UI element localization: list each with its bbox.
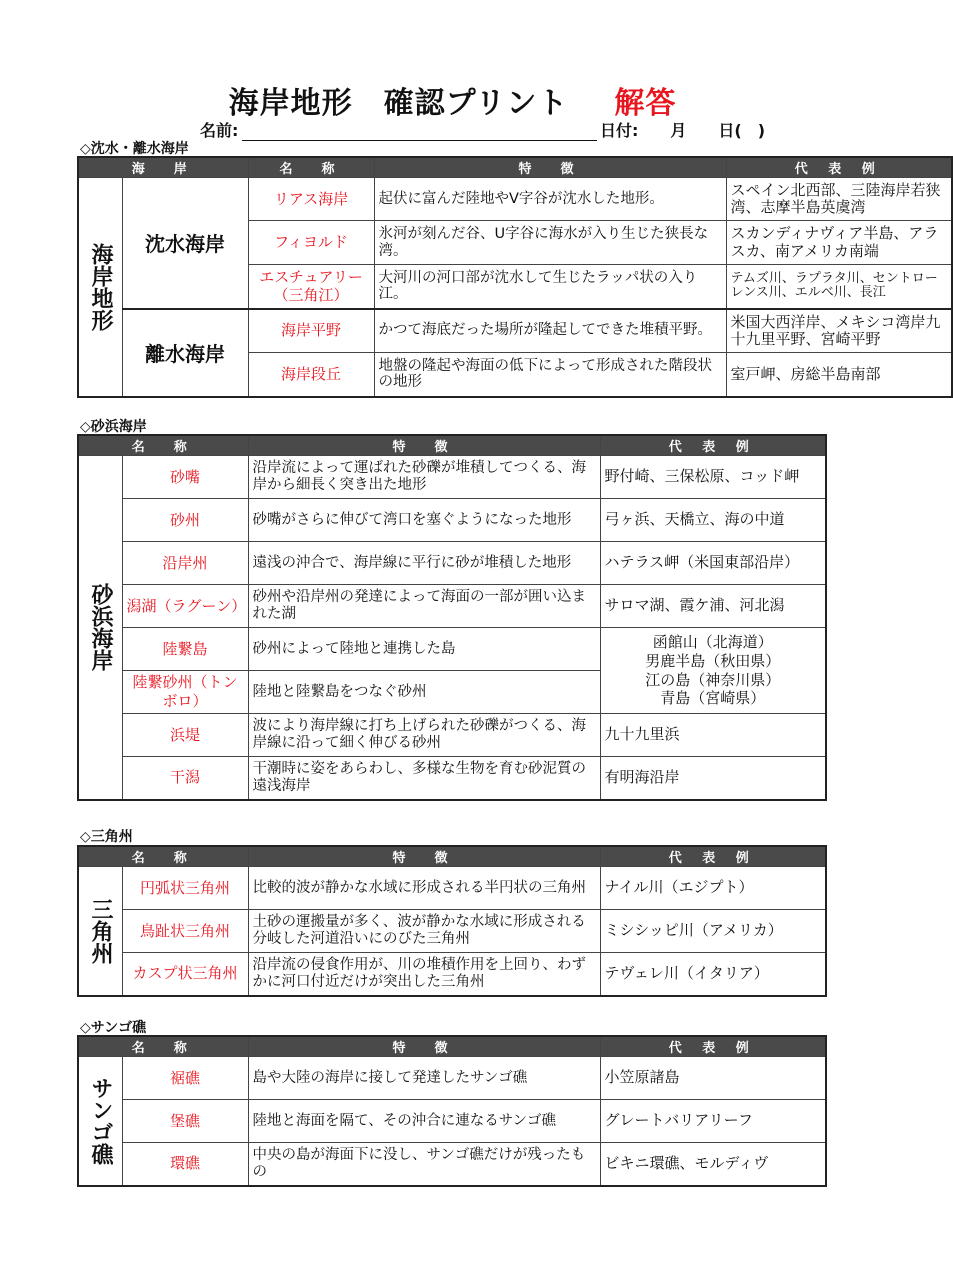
example-line: 江の島（神奈川県） <box>645 670 781 689</box>
term-example: 弓ヶ浜、天橋立、海の中道 <box>600 499 826 542</box>
term-feature: 大河川の河口部が沈水して生じたラッパ状の入り江。 <box>374 265 726 309</box>
term-example: スペイン北西部、三陸海岸若狭湾、志摩半島英虞湾 <box>726 178 952 221</box>
header-cell: 名 称 <box>78 1036 248 1057</box>
name-underline <box>242 123 597 141</box>
term-example: ナイル川（エジプト） <box>600 867 826 910</box>
emerging-shore-label: 離水海岸 <box>122 309 248 397</box>
header-cell: 特 徴 <box>374 157 726 178</box>
term-feature: 波により海岸線に打ち上げられた砂礫がつくる、海岸線に沿って細く伸びる砂州 <box>248 714 600 757</box>
table-sinking <box>77 156 953 398</box>
term-example: 米国大西洋岸、メキシコ湾岸九十九里平野、宮崎平野 <box>726 309 952 353</box>
term-example: 小笠原諸島 <box>600 1057 826 1100</box>
header-cell: 代 表 例 <box>600 846 826 867</box>
term-feature: 島や大陸の海岸に接して発達したサンゴ礁 <box>248 1057 600 1100</box>
term-name: 砂州 <box>122 499 248 542</box>
term-feature: 砂州や沿岸州の発達によって海面の一部が囲い込まれた湖 <box>248 585 600 628</box>
header-cell: 名 称 <box>78 846 248 867</box>
term-name: リアス海岸 <box>248 178 374 221</box>
section-title-sandy: ◇砂浜海岸 <box>80 419 147 435</box>
term-name: 堡礁 <box>122 1100 248 1143</box>
term-example: 室戸岬、房総半島南部 <box>726 353 952 397</box>
term-feature: 陸地と陸繋島をつなぐ砂州 <box>248 671 600 714</box>
term-example: 九十九里浜 <box>600 714 826 757</box>
term-name: 砂嘴 <box>122 456 248 499</box>
term-feature: 陸地と海面を隔て、その沖合に連なるサンゴ礁 <box>248 1100 600 1143</box>
table-sandy <box>77 434 827 801</box>
term-feature: 氷河が刻んだ谷、U字谷に海水が入り生じた狭長な湾。 <box>374 221 726 265</box>
term-feature: 砂州によって陸地と連携した島 <box>248 628 600 671</box>
term-feature: 干潮時に姿をあらわし、多様な生物を育む砂泥質の遠浅海岸 <box>248 757 600 800</box>
term-name: 陸繋砂州（トンボロ） <box>122 671 248 714</box>
term-name: 浜堤 <box>122 714 248 757</box>
header-cell: 特 徴 <box>248 846 600 867</box>
term-feature: 中央の島が海面下に没し、サンゴ礁だけが残ったもの <box>248 1143 600 1186</box>
term-example: 野付崎、三保松原、コッド岬 <box>600 456 826 499</box>
example-line: 函館山（北海道） <box>652 633 773 651</box>
section-title-sinking: ◇沈水・離水海岸 <box>80 141 189 157</box>
answer-label: 解答 <box>614 86 677 121</box>
header-cell: 代 表 例 <box>600 435 826 456</box>
term-name: 沿岸州 <box>122 542 248 585</box>
term-feature: かつて海底だった場所が隆起してできた堆積平野。 <box>374 309 726 353</box>
header-cell: 名 称 <box>248 157 374 178</box>
header-cell: 名 称 <box>78 435 248 456</box>
term-feature: 沿岸流によって運ばれた砂礫が堆積してつくる、海岸から細長く突き出た地形 <box>248 456 600 499</box>
term-name: カスプ状三角州 <box>122 953 248 996</box>
term-name: 鳥趾状三角州 <box>122 910 248 953</box>
term-feature: 沿岸流の侵食作用が、川の堆積作用を上回り、わずかに河口付近だけが突出した三角州 <box>248 953 600 996</box>
group-label: サンゴ礁 <box>78 1057 122 1186</box>
table-coral <box>77 1035 827 1187</box>
term-name: 潟湖（ラグーン） <box>122 585 248 628</box>
example-line: 青島（宮崎県） <box>660 689 766 708</box>
term-name: エスチュアリー（三角江） <box>248 265 374 309</box>
term-example: ミシシッピ川（アメリカ） <box>600 910 826 953</box>
term-example: 有明海沿岸 <box>600 757 826 800</box>
shared-examples <box>600 628 826 714</box>
term-feature: 地盤の隆起や海面の低下によって形成された階段状の地形 <box>374 353 726 397</box>
page-title <box>0 78 905 122</box>
term-name: 陸繋島 <box>122 628 248 671</box>
term-example: テヴェレ川（イタリア） <box>600 953 826 996</box>
term-example: スカンディナヴィア半島、アラスカ、南アメリカ南端 <box>726 221 952 265</box>
term-example: ビキニ環礁、モルディヴ <box>600 1143 826 1186</box>
header-cell: 代 表 例 <box>726 157 952 178</box>
name-field[interactable] <box>200 118 597 141</box>
term-feature: 土砂の運搬量が多く、波が静かな水域に形成される分岐した河道沿いにのびた三角州 <box>248 910 600 953</box>
group-label: 砂浜海岸 <box>78 456 122 800</box>
term-name: 干潟 <box>122 757 248 800</box>
sinking-shore-label: 沈水海岸 <box>122 178 248 309</box>
example-line: 男鹿半島（秋田県） <box>645 651 781 670</box>
title-text: 海岸地形 確認プリント <box>228 86 569 121</box>
term-name: 円弧状三角州 <box>122 867 248 910</box>
header-cell: 特 徴 <box>248 435 600 456</box>
section-title-delta: ◇三角州 <box>80 829 133 845</box>
header-cell: 特 徴 <box>248 1036 600 1057</box>
term-example: テムズ川、ラプラタ川、セントローレンス川、エルベ川、長江 <box>726 265 952 309</box>
term-feature: 砂嘴がさらに伸びて湾口を塞ぐようになった地形 <box>248 499 600 542</box>
term-example: ハテラス岬（米国東部沿岸） <box>600 542 826 585</box>
header-cell: 代 表 例 <box>600 1036 826 1057</box>
term-feature: 比較的波が静かな水域に形成される半円状の三角州 <box>248 867 600 910</box>
term-example: サロマ湖、霞ケ浦、河北潟 <box>600 585 826 628</box>
group-label: 三角州 <box>78 867 122 996</box>
group-label: 海岸地形 <box>78 178 122 397</box>
term-feature: 遠浅の沖合で、海岸線に平行に砂が堆積した地形 <box>248 542 600 585</box>
term-feature: 起伏に富んだ陸地やV字谷が沈水した地形。 <box>374 178 726 221</box>
term-name: 海岸平野 <box>248 309 374 353</box>
term-example: グレートバリアリーフ <box>600 1100 826 1143</box>
name-label: 名前: <box>200 121 239 140</box>
term-name: 環礁 <box>122 1143 248 1186</box>
date-field[interactable]: 日付: 月 日( ) <box>600 121 766 140</box>
term-name: フィヨルド <box>248 221 374 265</box>
header-cell: 海 岸 <box>78 157 248 178</box>
section-title-coral: ◇サンゴ礁 <box>80 1020 147 1036</box>
term-name: 裾礁 <box>122 1057 248 1100</box>
term-name: 海岸段丘 <box>248 353 374 397</box>
table-delta <box>77 845 827 997</box>
